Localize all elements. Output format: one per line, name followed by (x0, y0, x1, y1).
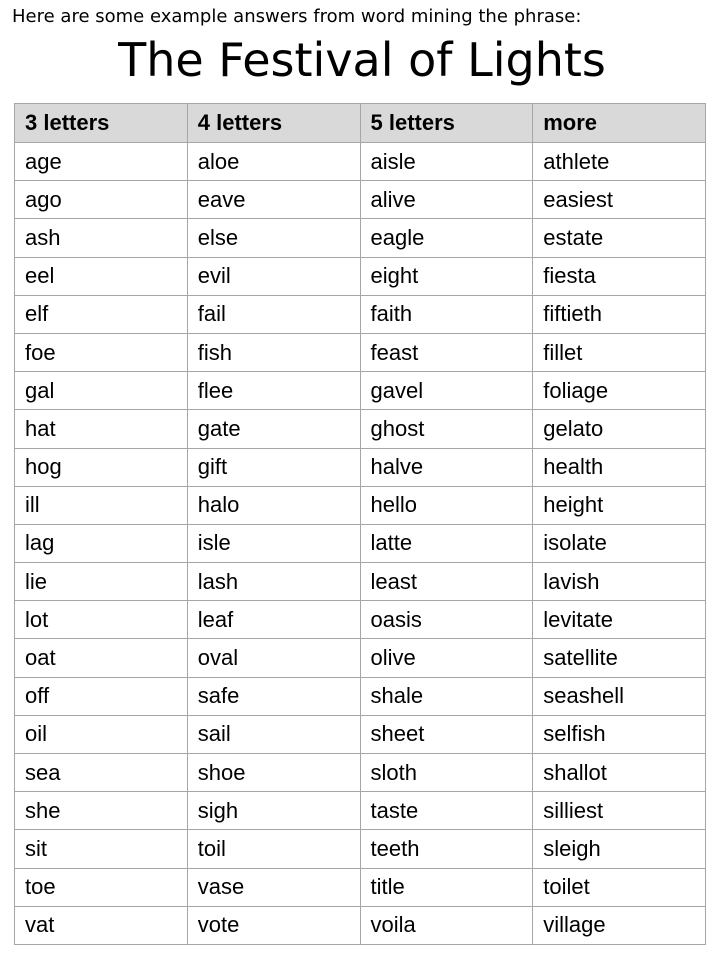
word-cell: estate (533, 219, 706, 257)
word-cell: isle (187, 524, 360, 562)
table-row (15, 448, 706, 486)
word-cell: lot (15, 601, 188, 639)
word-cell: gavel (360, 372, 533, 410)
word-cell: voila (360, 906, 533, 944)
word-cell: easiest (533, 181, 706, 219)
word-cell: ill (15, 486, 188, 524)
word-cell: ghost (360, 410, 533, 448)
word-cell: fiftieth (533, 295, 706, 333)
table-row (15, 868, 706, 906)
page-title (0, 30, 720, 90)
word-cell: gelato (533, 410, 706, 448)
table-row (15, 181, 706, 219)
table-row (15, 754, 706, 792)
word-cell: shoe (187, 754, 360, 792)
word-cell: oat (15, 639, 188, 677)
word-cell: sea (15, 754, 188, 792)
table-row (15, 677, 706, 715)
word-cell: halo (187, 486, 360, 524)
word-cell: leaf (187, 601, 360, 639)
word-cell: gate (187, 410, 360, 448)
word-cell: hog (15, 448, 188, 486)
word-cell: feast (360, 333, 533, 371)
word-cell: lash (187, 563, 360, 601)
table-row (15, 524, 706, 562)
column-header: more (533, 104, 706, 143)
word-cell: hello (360, 486, 533, 524)
word-cell: selfish (533, 715, 706, 753)
word-cell: olive (360, 639, 533, 677)
table-row (15, 143, 706, 181)
page-title-text: The Festival of Lights (118, 33, 606, 87)
word-cell: levitate (533, 601, 706, 639)
word-cell: she (15, 792, 188, 830)
word-cell: aisle (360, 143, 533, 181)
word-cell: sigh (187, 792, 360, 830)
word-cell: vat (15, 906, 188, 944)
word-cell: toilet (533, 868, 706, 906)
word-cell: gal (15, 372, 188, 410)
word-cell: fish (187, 333, 360, 371)
word-cell: sail (187, 715, 360, 753)
word-cell: eight (360, 257, 533, 295)
word-table (14, 103, 706, 945)
word-cell: silliest (533, 792, 706, 830)
word-cell: vase (187, 868, 360, 906)
word-cell: toe (15, 868, 188, 906)
word-cell: foliage (533, 372, 706, 410)
word-cell: lavish (533, 563, 706, 601)
word-cell: fillet (533, 333, 706, 371)
table-row (15, 906, 706, 944)
word-cell: health (533, 448, 706, 486)
word-cell: hat (15, 410, 188, 448)
word-cell: title (360, 868, 533, 906)
column-header: 5 letters (360, 104, 533, 143)
table-row (15, 715, 706, 753)
word-cell: fail (187, 295, 360, 333)
word-cell: oasis (360, 601, 533, 639)
word-cell: safe (187, 677, 360, 715)
table-row (15, 410, 706, 448)
word-cell: shallot (533, 754, 706, 792)
table-row (15, 372, 706, 410)
table-row (15, 563, 706, 601)
word-cell: lag (15, 524, 188, 562)
word-cell: toil (187, 830, 360, 868)
word-cell: eagle (360, 219, 533, 257)
word-cell: height (533, 486, 706, 524)
word-cell: halve (360, 448, 533, 486)
word-cell: aloe (187, 143, 360, 181)
word-cell: vote (187, 906, 360, 944)
table-row (15, 295, 706, 333)
word-cell: alive (360, 181, 533, 219)
word-cell: off (15, 677, 188, 715)
word-cell: satellite (533, 639, 706, 677)
word-cell: taste (360, 792, 533, 830)
word-cell: shale (360, 677, 533, 715)
column-header: 3 letters (15, 104, 188, 143)
intro-text: Here are some example answers from word mining the phrase: (12, 6, 582, 27)
word-cell: fiesta (533, 257, 706, 295)
word-cell: oval (187, 639, 360, 677)
word-cell: evil (187, 257, 360, 295)
table-row (15, 601, 706, 639)
header-row (15, 104, 706, 143)
table-row (15, 219, 706, 257)
word-cell: gift (187, 448, 360, 486)
word-cell: isolate (533, 524, 706, 562)
table-row (15, 639, 706, 677)
word-cell: teeth (360, 830, 533, 868)
word-cell: ash (15, 219, 188, 257)
word-cell: sit (15, 830, 188, 868)
word-cell: seashell (533, 677, 706, 715)
word-cell: ago (15, 181, 188, 219)
word-cell: sloth (360, 754, 533, 792)
word-cell: foe (15, 333, 188, 371)
word-cell: eel (15, 257, 188, 295)
word-cell: athlete (533, 143, 706, 181)
word-cell: village (533, 906, 706, 944)
table-row (15, 257, 706, 295)
table-row (15, 830, 706, 868)
table-row (15, 792, 706, 830)
word-cell: least (360, 563, 533, 601)
word-cell: eave (187, 181, 360, 219)
table-row (15, 333, 706, 371)
word-cell: age (15, 143, 188, 181)
word-cell: sheet (360, 715, 533, 753)
word-table-body (15, 143, 706, 945)
word-cell: lie (15, 563, 188, 601)
word-cell: flee (187, 372, 360, 410)
word-cell: else (187, 219, 360, 257)
word-cell: faith (360, 295, 533, 333)
table-row (15, 486, 706, 524)
column-header: 4 letters (187, 104, 360, 143)
word-cell: elf (15, 295, 188, 333)
word-cell: sleigh (533, 830, 706, 868)
word-cell: oil (15, 715, 188, 753)
word-cell: latte (360, 524, 533, 562)
